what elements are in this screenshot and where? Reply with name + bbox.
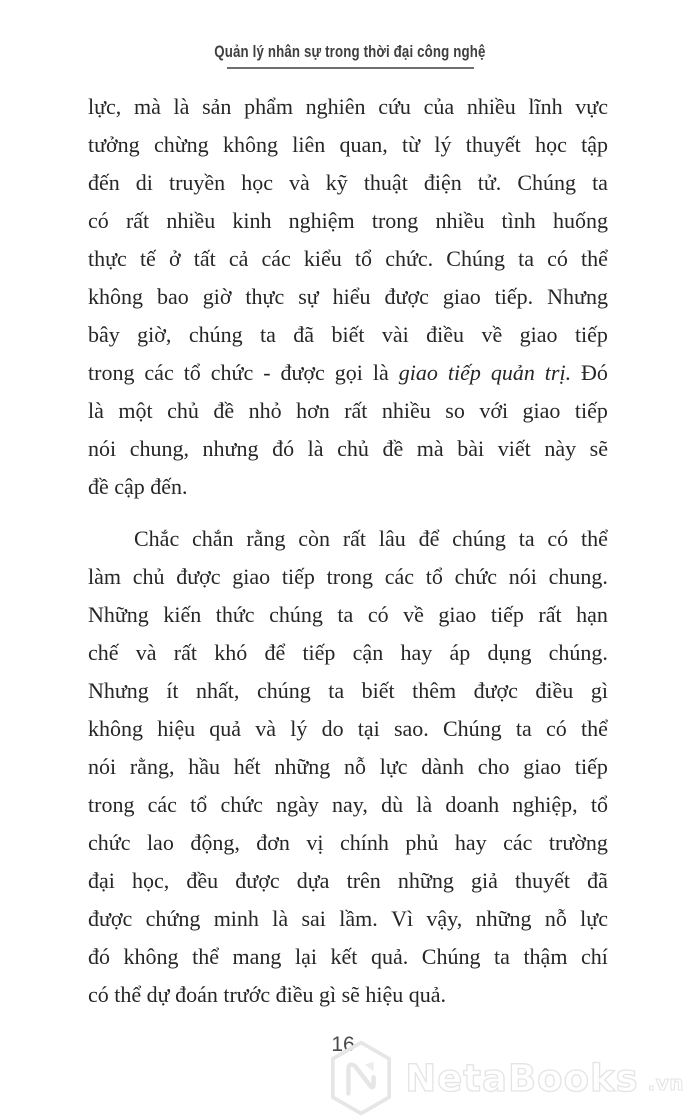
- watermark-brand: NetaBooks: [405, 1056, 639, 1100]
- text-line: có thể dự đoán trước điều gì sẽ hiệu quả.: [88, 982, 447, 1007]
- text-line: được chứng minh là sai lầm. Vì vậy, những nỗ lực: [88, 906, 608, 931]
- text-line: đề cập đến.: [88, 474, 188, 499]
- body-text: [88, 88, 608, 1014]
- text-line: Nhưng ít nhất, chúng ta biết thêm được điều gì: [88, 678, 608, 703]
- text-line: đến di truyền học và kỹ thuật điện tử. Chúng ta: [88, 170, 608, 195]
- text-line: Những kiến thức chúng ta có về giao tiếp rất hạn: [88, 602, 608, 627]
- watermark-suffix: .vn: [647, 1071, 684, 1095]
- running-header-title: Quản lý nhân sự trong thời đại công nghệ: [214, 42, 486, 61]
- text-line: có rất nhiều kinh nghiệm trong nhiều tình huống: [88, 208, 608, 233]
- text-line: thực tế ở tất cả các kiểu tổ chức. Chúng ta có thể: [88, 246, 608, 271]
- text-line: là một chủ đề nhỏ hơn rất nhiều so với giao tiếp: [88, 398, 608, 423]
- text-line: Chắc chắn rằng còn rất lâu để chúng ta có thể: [134, 526, 608, 551]
- text-line: chức lao động, đơn vị chính phủ hay các trường: [88, 830, 608, 855]
- text-line: nói chung, nhưng đó là chủ đề mà bài viết này sẽ: [88, 436, 608, 461]
- text-line: làm chủ được giao tiếp trong các tổ chức nói chung.: [88, 564, 608, 589]
- text-line: lực, mà là sản phẩm nghiên cứu của nhiều lĩnh vực: [88, 94, 608, 119]
- header-rule: [227, 67, 474, 69]
- text-line: đó không thể mang lại kết quả. Chúng ta thậm chí: [88, 944, 608, 969]
- text-line: nói rằng, hầu hết những nỗ lực dành cho giao tiếp: [88, 754, 608, 779]
- netabooks-watermark: [324, 1038, 684, 1118]
- text-line: đại học, đều được dựa trên những giả thuyết đã: [88, 868, 608, 893]
- text-line: trong các tổ chức ngày nay, dù là doanh nghiệp, tổ: [88, 792, 608, 817]
- text-line: trong các tổ chức - được gọi là giao tiếp quản trị. Đó: [88, 360, 608, 385]
- paragraph: [88, 88, 608, 506]
- text-line: không hiệu quả và lý do tại sao. Chúng ta có thể: [88, 716, 608, 741]
- running-header: [0, 42, 700, 69]
- text-line: bây giờ, chúng ta đã biết vài điều về giao tiếp: [88, 322, 608, 347]
- text-line: tưởng chừng không liên quan, từ lý thuyết học tập: [88, 132, 608, 157]
- netabooks-hexagon-n-icon: [324, 1038, 398, 1118]
- page-number: 16: [331, 1033, 355, 1056]
- text-line: không bao giờ thực sự hiểu được giao tiếp. Nhưng: [88, 284, 608, 309]
- text-line: chế và rất khó để tiếp cận hay áp dụng chúng.: [88, 640, 608, 665]
- paragraph: [88, 520, 608, 1014]
